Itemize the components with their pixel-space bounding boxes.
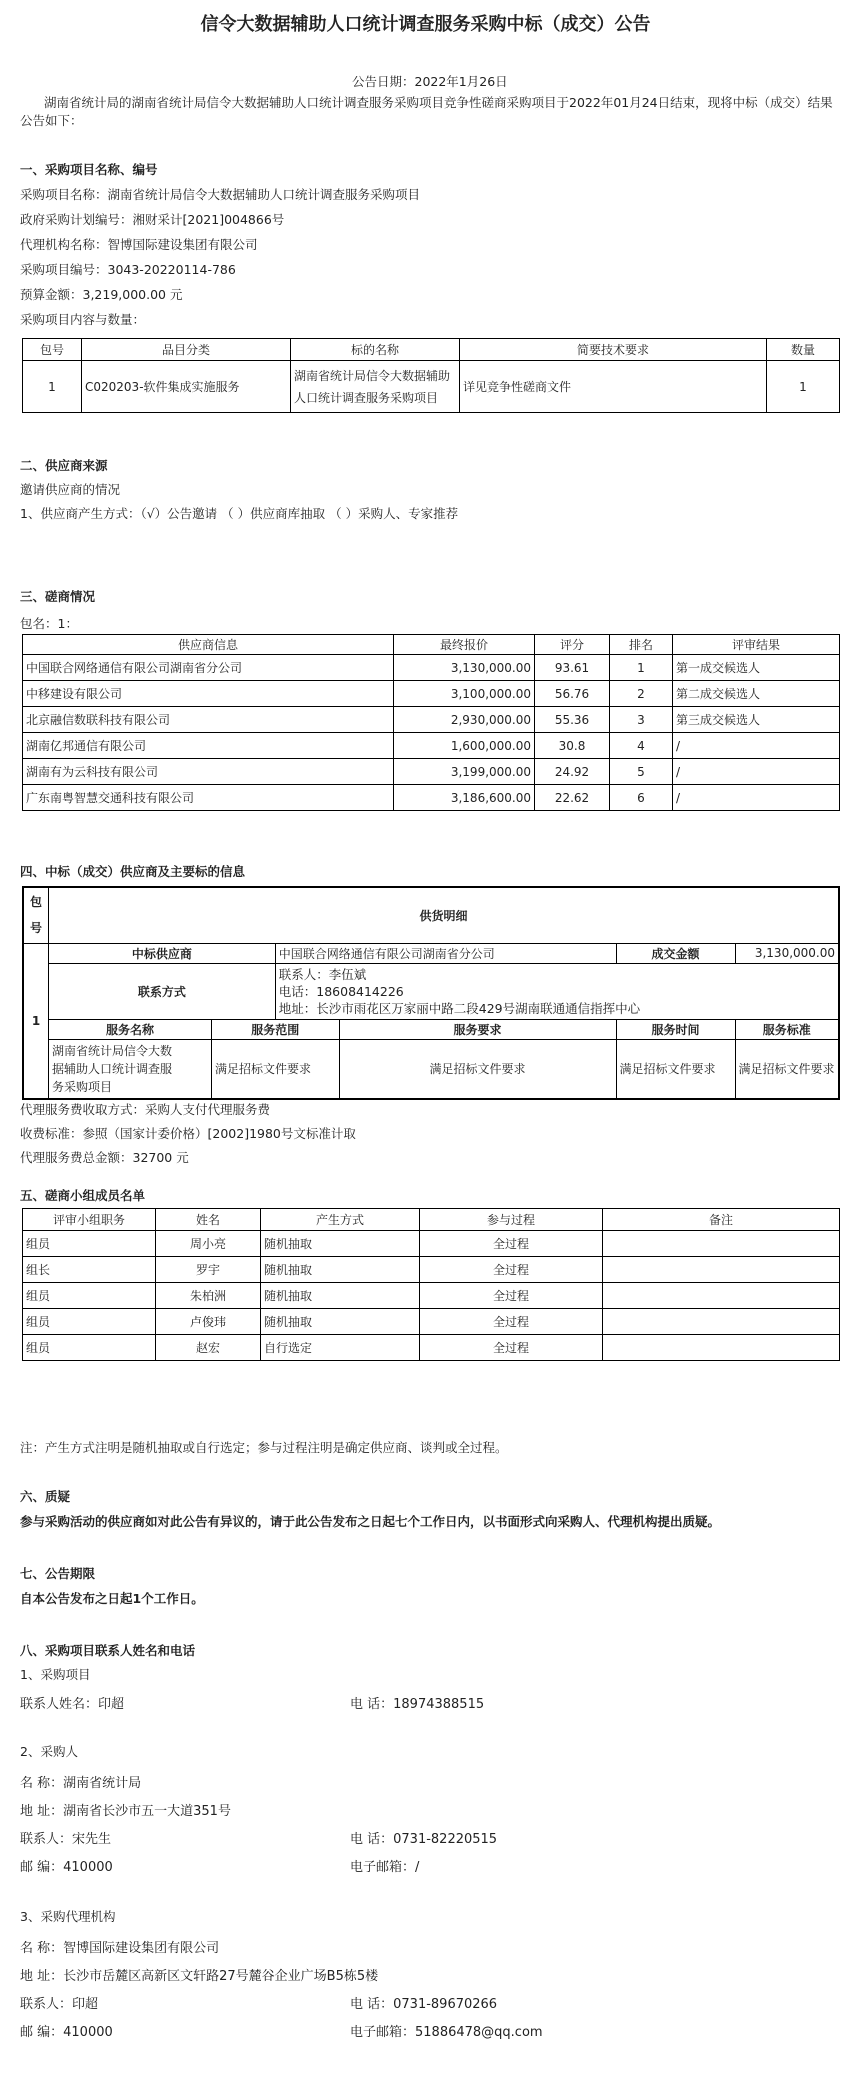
panel-note: 注：产生方式注明是随机抽取或自行选定；参与过程注明是确定供应商、谈判或全过程。 bbox=[20, 1440, 508, 1455]
agency-zip: 邮 编：410000 bbox=[20, 2025, 113, 2040]
cell-method: 随机抽取 bbox=[261, 1309, 420, 1335]
budget: 预算金额：3,219,000.00 元 bbox=[20, 287, 183, 302]
table-header: 标的名称 bbox=[291, 339, 460, 361]
winner-table bbox=[22, 886, 840, 1100]
cell-rank: 6 bbox=[610, 785, 673, 811]
svc-header: 服务要求 bbox=[339, 1019, 616, 1039]
cell-rank: 5 bbox=[610, 759, 673, 785]
cell-supplier: 中移建设有限公司 bbox=[23, 681, 394, 707]
cell-result: / bbox=[673, 759, 840, 785]
cell-rank: 1 bbox=[610, 655, 673, 681]
svc-req: 满足招标文件要求 bbox=[339, 1039, 616, 1099]
fee-standard: 收费标准：参照（国家计委价格）[2002]1980号文标准计取 bbox=[20, 1126, 356, 1141]
svc-header: 服务名称 bbox=[49, 1019, 212, 1039]
supply-detail-header: 供货明细 bbox=[49, 887, 840, 943]
cell-supplier: 中国联合网络通信有限公司湖南省分公司 bbox=[23, 655, 394, 681]
cell-method: 随机抽取 bbox=[261, 1257, 420, 1283]
supplier-method: 1、供应商产生方式：（√）公告邀请 （ ）供应商库抽取 （ ）采购人、专家推荐 bbox=[20, 506, 459, 521]
cell-name: 卢俊玮 bbox=[156, 1309, 261, 1335]
cell-process: 全过程 bbox=[420, 1231, 603, 1257]
section-heading-5: 五、磋商小组成员名单 bbox=[20, 1188, 146, 1203]
svc-name-line: 据辅助人口统计调查服 bbox=[52, 1061, 173, 1076]
section-heading-6: 六、质疑 bbox=[20, 1489, 71, 1504]
consultation-table bbox=[22, 634, 840, 811]
cell-score: 24.92 bbox=[535, 759, 610, 785]
cell-rank: 3 bbox=[610, 707, 673, 733]
table-header-row bbox=[23, 1209, 840, 1231]
cell-role: 组员 bbox=[23, 1231, 156, 1257]
cell-price: 3,186,600.00 bbox=[394, 785, 535, 811]
table-header: 数量 bbox=[767, 339, 840, 361]
cell-method: 随机抽取 bbox=[261, 1283, 420, 1309]
cell-result: / bbox=[673, 733, 840, 759]
project-content-table bbox=[22, 338, 840, 413]
fee-total: 代理服务费总金额：32700 元 bbox=[20, 1150, 189, 1165]
amount-value: 3,130,000.00 bbox=[735, 943, 839, 963]
table-header: 最终报价 bbox=[394, 635, 535, 655]
table-header: 品目分类 bbox=[82, 339, 291, 361]
table-row bbox=[23, 1283, 840, 1309]
cell-supplier: 湖南有为云科技有限公司 bbox=[23, 759, 394, 785]
cell-note bbox=[603, 1335, 840, 1361]
project-phone: 电 话：18974388515 bbox=[350, 1697, 485, 1712]
intro-text: 公告如下： bbox=[20, 113, 83, 128]
table-header: 评审结果 bbox=[673, 635, 840, 655]
section-heading-7: 七、公告期限 bbox=[20, 1566, 96, 1581]
cell-rank: 2 bbox=[610, 681, 673, 707]
cell-result: 第三成交候选人 bbox=[673, 707, 840, 733]
contact-person: 联系人：李伍斌 bbox=[278, 966, 367, 982]
section-heading-8: 八、采购项目联系人姓名和电话 bbox=[20, 1643, 196, 1658]
cell-process: 全过程 bbox=[420, 1335, 603, 1361]
agency-contact: 联系人：印超 bbox=[20, 1997, 99, 2012]
svc-time: 满足招标文件要求 bbox=[616, 1039, 735, 1099]
cell-score: 30.8 bbox=[535, 733, 610, 759]
cell-score: 22.62 bbox=[535, 785, 610, 811]
sub-heading: 1、采购项目 bbox=[20, 1667, 91, 1682]
period-text: 自本公告发布之日起1个工作日。 bbox=[20, 1591, 204, 1606]
buyer-contact: 联系人：宋先生 bbox=[20, 1832, 112, 1847]
cell-pkg: 1 bbox=[23, 361, 82, 413]
table-header: 评审小组职务 bbox=[23, 1209, 156, 1231]
section-heading-2: 二、供应商来源 bbox=[20, 458, 108, 473]
cell-method: 随机抽取 bbox=[261, 1231, 420, 1257]
cell-price: 1,600,000.00 bbox=[394, 733, 535, 759]
cell-req: 详见竞争性磋商文件 bbox=[460, 361, 767, 413]
cell-score: 93.61 bbox=[535, 655, 610, 681]
page-title: 信令大数据辅助人口统计调查服务采购中标（成交）公告 bbox=[200, 14, 651, 35]
cell-name-line: 人口统计调查服务采购项目 bbox=[294, 390, 439, 405]
svc-std: 满足招标文件要求 bbox=[735, 1039, 839, 1099]
section-heading-3: 三、磋商情况 bbox=[20, 589, 96, 604]
plan-number: 政府采购计划编号：湘财采计[2021]004866号 bbox=[20, 212, 285, 227]
cell-price: 3,130,000.00 bbox=[394, 655, 535, 681]
svc-header: 服务范围 bbox=[212, 1019, 340, 1039]
cell-note bbox=[603, 1283, 840, 1309]
winner-label: 中标供应商 bbox=[49, 943, 276, 963]
package-label: 包名：1： bbox=[20, 616, 78, 631]
cell-note bbox=[603, 1257, 840, 1283]
table-row bbox=[23, 1335, 840, 1361]
svc-header: 服务时间 bbox=[616, 1019, 735, 1039]
table-row bbox=[23, 759, 840, 785]
cell-supplier: 湖南亿邦通信有限公司 bbox=[23, 733, 394, 759]
section-heading-4: 四、中标（成交）供应商及主要标的信息 bbox=[20, 864, 246, 879]
cell-supplier: 北京融信数联科技有限公司 bbox=[23, 707, 394, 733]
buyer-phone: 电 话：0731-82220515 bbox=[350, 1832, 498, 1847]
svc-name-line: 务采购项目 bbox=[52, 1079, 113, 1094]
content-label: 采购项目内容与数量： bbox=[20, 312, 146, 327]
table-header: 参与过程 bbox=[420, 1209, 603, 1231]
cell-qty: 1 bbox=[767, 361, 840, 413]
cell-role: 组员 bbox=[23, 1309, 156, 1335]
intro-text: 湖南省统计局的湖南省统计局信令大数据辅助人口统计调查服务采购项目竞争性磋商采购项目于2022年01月24日结束，现将中标（成交）结果 bbox=[44, 95, 833, 110]
cell-supplier: 广东南粤智慧交通科技有限公司 bbox=[23, 785, 394, 811]
panel-table bbox=[22, 1208, 840, 1361]
pkg-number: 1 bbox=[23, 943, 49, 1099]
svc-scope: 满足招标文件要求 bbox=[212, 1039, 340, 1099]
cell-role: 组员 bbox=[23, 1283, 156, 1309]
svc-name bbox=[49, 1039, 212, 1099]
cell-role: 组长 bbox=[23, 1257, 156, 1283]
winner-name: 中国联合网络通信有限公司湖南省分公司 bbox=[275, 943, 616, 963]
cell-process: 全过程 bbox=[420, 1309, 603, 1335]
agency-name: 代理机构名称：智博国际建设集团有限公司 bbox=[20, 237, 258, 252]
challenge-text: 参与采购活动的供应商如对此公告有异议的，请于此公告发布之日起七个工作日内，以书面形式向采购人、代理机构提出质疑。 bbox=[20, 1514, 721, 1529]
sub-heading: 3、采购代理机构 bbox=[20, 1909, 116, 1924]
pkg-header-text: 包 bbox=[29, 895, 42, 910]
cell-method: 自行选定 bbox=[261, 1335, 420, 1361]
contact-phone: 电话：18608414226 bbox=[278, 983, 404, 999]
table-row bbox=[23, 1257, 840, 1283]
cell-result: 第一成交候选人 bbox=[673, 655, 840, 681]
buyer-email: 电子邮箱：/ bbox=[350, 1860, 420, 1875]
amount-label: 成交金额 bbox=[616, 943, 735, 963]
supplier-source: 邀请供应商的情况 bbox=[20, 482, 121, 497]
cell-note bbox=[603, 1309, 840, 1335]
cell-price: 2,930,000.00 bbox=[394, 707, 535, 733]
cell-name: 罗宇 bbox=[156, 1257, 261, 1283]
cell-process: 全过程 bbox=[420, 1257, 603, 1283]
table-row bbox=[23, 655, 840, 681]
contact-address: 地址：长沙市雨花区万家丽中路二段429号湖南联通通信指挥中心 bbox=[278, 1000, 641, 1016]
sub-heading: 2、采购人 bbox=[20, 1744, 78, 1759]
table-header: 供应商信息 bbox=[23, 635, 394, 655]
cell-name bbox=[291, 361, 460, 413]
buyer-name: 名 称：湖南省统计局 bbox=[20, 1776, 142, 1791]
cell-process: 全过程 bbox=[420, 1283, 603, 1309]
table-header: 产生方式 bbox=[261, 1209, 420, 1231]
buyer-zip: 邮 编：410000 bbox=[20, 1860, 113, 1875]
cell-name: 赵宏 bbox=[156, 1335, 261, 1361]
cell-name: 朱柏洲 bbox=[156, 1283, 261, 1309]
cell-rank: 4 bbox=[610, 733, 673, 759]
table-row bbox=[23, 785, 840, 811]
table-header: 评分 bbox=[535, 635, 610, 655]
table-row bbox=[23, 1231, 840, 1257]
cell-category: C020203-软件集成实施服务 bbox=[82, 361, 291, 413]
svc-name-line: 湖南省统计局信令大数 bbox=[52, 1043, 173, 1058]
project-name: 采购项目名称：湖南省统计局信令大数据辅助人口统计调查服务采购项目 bbox=[20, 187, 421, 202]
cell-role: 组员 bbox=[23, 1335, 156, 1361]
contact-label: 联系方式 bbox=[49, 963, 276, 1019]
cell-score: 56.76 bbox=[535, 681, 610, 707]
table-header: 包号 bbox=[23, 339, 82, 361]
table-header: 简要技术要求 bbox=[460, 339, 767, 361]
fee-method: 代理服务费收取方式：采购人支付代理服务费 bbox=[20, 1102, 271, 1117]
contact-info bbox=[275, 963, 839, 1019]
table-row bbox=[23, 681, 840, 707]
table-row bbox=[23, 1309, 840, 1335]
announce-date: 公告日期：2022年1月26日 bbox=[352, 74, 508, 89]
cell-result: 第二成交候选人 bbox=[673, 681, 840, 707]
agency-phone: 电 话：0731-89670266 bbox=[350, 1997, 498, 2012]
table-header: 备注 bbox=[603, 1209, 840, 1231]
pkg-header bbox=[23, 887, 49, 943]
cell-price: 3,199,000.00 bbox=[394, 759, 535, 785]
section-heading-1: 一、采购项目名称、编号 bbox=[20, 162, 158, 177]
table-header: 排名 bbox=[610, 635, 673, 655]
project-contact: 联系人姓名：印超 bbox=[20, 1697, 125, 1712]
cell-score: 55.36 bbox=[535, 707, 610, 733]
cell-name-line: 湖南省统计局信令大数据辅助 bbox=[294, 368, 451, 383]
table-header-row bbox=[23, 339, 840, 361]
agency-name: 名 称：智博国际建设集团有限公司 bbox=[20, 1941, 220, 1956]
svc-header: 服务标准 bbox=[735, 1019, 839, 1039]
cell-note bbox=[603, 1231, 840, 1257]
table-header-row bbox=[23, 635, 840, 655]
table-row bbox=[23, 733, 840, 759]
table-row bbox=[23, 707, 840, 733]
cell-name: 周小亮 bbox=[156, 1231, 261, 1257]
table-header: 姓名 bbox=[156, 1209, 261, 1231]
pkg-header-text: 号 bbox=[29, 921, 42, 936]
cell-result: / bbox=[673, 785, 840, 811]
agency-address: 地 址：长沙市岳麓区高新区文轩路27号麓谷企业广场B5栋5楼 bbox=[20, 1969, 379, 1984]
agency-email: 电子邮箱：51886478@qq.com bbox=[350, 2025, 543, 2040]
buyer-address: 地 址：湖南省长沙市五一大道351号 bbox=[20, 1804, 231, 1819]
project-number: 采购项目编号：3043-20220114-786 bbox=[20, 262, 236, 277]
cell-price: 3,100,000.00 bbox=[394, 681, 535, 707]
table-row bbox=[23, 361, 840, 413]
